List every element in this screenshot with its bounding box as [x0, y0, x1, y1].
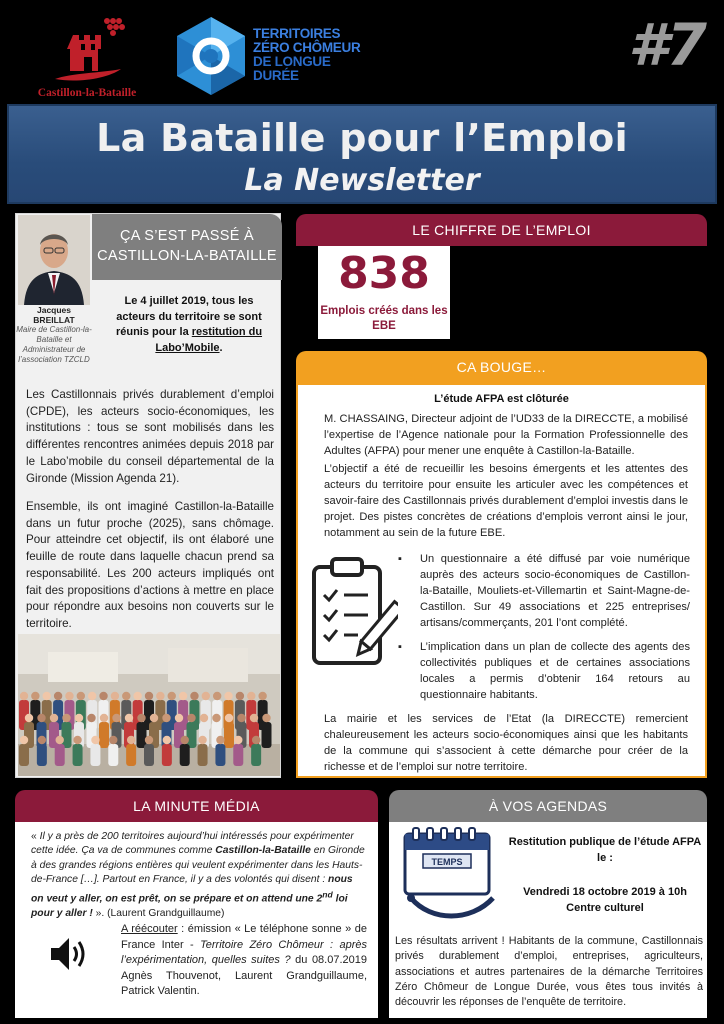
bouge-paragraph-2: L’objectif a été de recueillir les besoins émergents et les attentes des acteurs du territoire pour ensuite les articuler avec les compétences et savoir-faire des Castillonnais privés durablement d’emploi investis dans le projet. Des pistes concrètes de créations d’emplois verront ainsi le jour, notamment au sein de la future EBE.: [324, 463, 688, 539]
mayor-title: Maire de Castillon-la-Bataille et Administrateur de l’association TZCLD: [16, 325, 92, 364]
calendar-icon: [401, 826, 501, 922]
section-header-chiffre: LE CHIFFRE DE L’EMPLOI: [296, 214, 707, 246]
group-photo: [18, 634, 280, 776]
tzcld-logo-icon: [173, 15, 249, 97]
title-banner: [7, 104, 717, 204]
passe-paragraph-1: Les Castillonnais privés durablement d’emploi (CPDE), les acteurs socio-économiques, les institutions : tous se sont mobilisés dans les différentes rencontres animées depuis 2018 par le Labo’mobile du conseil départemental de la Gironde (Mission Agenda 21).: [26, 388, 274, 485]
group-photo-image: [18, 634, 280, 776]
quote-part-2: en Gironde à des grandes régions entières qui veulent expérimenter dans les Hauts-de-France […]. Partout en France, il y a des volontés qui disent :: [31, 845, 365, 885]
media-box: [15, 822, 378, 1018]
quote-bold-3: loi pour y aller !: [31, 893, 348, 919]
ca-s-est-passe-section: [15, 213, 281, 778]
tzcld-logo-text: [253, 27, 363, 83]
castle-logo-icon: [21, 13, 153, 87]
bouge-box: [296, 383, 707, 778]
listen-part-2: du 08.07.2019 Agnès Thouvenot, Laurent Grandguillaume, Patrick Valentin.: [121, 954, 367, 998]
quote-part-1: Il y a près de 200 territoires aujourd’hui intéressés pour expérimenter cette idée. Ça va de communes comme: [31, 831, 354, 857]
newsletter-subtitle: La Newsletter: [244, 163, 480, 198]
listen-italic: Territoire Zéro Chômeur : après l’expérimentation, quelles suites ?: [121, 938, 368, 967]
issue-number: #7: [628, 11, 705, 79]
mayor-portrait-image: [18, 215, 90, 305]
agenda-text: Les résultats arrivent ! Habitants de la commune, Castillonnais privés durablement d’emploi, entreprises, agriculteurs, associations et autres partenaires de la démarche Territoires Zéro Chômeur de Longue Durée, vous êtes tous invités à découvrir les réponses de l’enquête de territoire.: [395, 935, 703, 1009]
passe-intro-link: restitution du Labo’Mobile: [155, 326, 263, 354]
chiffre-label: Emplois créés dans les EBE: [320, 305, 448, 332]
section-header-media: LA MINUTE MÉDIA: [15, 790, 378, 822]
chiffre-box: [318, 246, 450, 339]
quote-bold-1: Castillon-la-Bataille: [215, 845, 311, 857]
bouge-subtitle: L’étude AFPA est clôturée: [434, 393, 569, 405]
section-header-passe: ÇA S’EST PASSÉ À CASTILLON-LA-BATAILLE: [92, 214, 282, 280]
clipboard-icon: [308, 557, 398, 669]
tzcld-line-4: DURÉE: [253, 68, 299, 83]
castillon-logo-text: Castillon-la-Bataille: [37, 87, 137, 99]
bouge-paragraph-1: M. CHASSAING, Directeur adjoint de l’UD33 de la DIRECCTE, a mobilisé l’expertise de l’Agence nationale pour la Formation Professionnelle des Adultes (AFPA) pour mener une enquête à Castillon-la-Bataille.: [324, 413, 688, 457]
castillon-logo: [21, 13, 153, 103]
agenda-date: Vendredi 18 octobre 2019 à 10h: [523, 886, 687, 898]
newsletter-title: La Bataille pour l’Emploi: [96, 116, 628, 160]
passe-paragraph-2: Ensemble, ils ont imaginé Castillon-la-Bataille dans un futur proche (2025), sans chômage. Pour atteindre cet objectif, ils ont élaboré une feuille de route dans laquelle chacun prend sa responsabilité. Les 200 acteurs impliqués ont fait des propositions d’actions à mettre en place pour répondre aux besoins non couverts sur le territoire.: [26, 500, 274, 630]
agenda-box: [389, 822, 707, 1018]
header: [7, 7, 717, 103]
mayor-name: Jacques BREILLAT: [33, 305, 75, 325]
speaker-icon: [47, 932, 91, 976]
agenda-event: Restitution publique de l’étude AFPA le :: [508, 836, 702, 864]
quote-bold-2: nous on veut y aller, on est prêt, on se prépare et on attend une 2: [31, 873, 353, 905]
media-quote: [31, 830, 365, 921]
tzcld-logo: [173, 15, 361, 97]
quote-close: ».: [92, 907, 105, 919]
listen-part-1: : émission « Le téléphone sonne » de France Inter -: [121, 923, 367, 951]
bouge-bullet-1: ▪ Un questionnaire a été diffusé par voie numérique auprès des acteurs socio-économiques de Castillon-la-Bataille, Mouliets-et-Villemartin et Saint-Magne-de-Castillon. Sur 49 associations et 225 entreprises/ artisans/commerçants, 201 l’ont complété.: [420, 551, 690, 631]
media-listen: [121, 922, 367, 1000]
tzcld-line-1: TERRITOIRES: [253, 26, 341, 41]
mayor-caption: [16, 305, 92, 365]
bouge-bullet-2: ▪ L’implication dans un plan de collecte des agents des collectivités publiques et de certaines associations locales a permis d’obtenir 164 retours au questionnaire habitants.: [420, 639, 690, 703]
tzcld-line-3: DE LONGUE: [253, 54, 331, 69]
section-header-agenda: À VOS AGENDAS: [389, 790, 707, 822]
mayor-photo: [18, 215, 90, 305]
bouge-paragraph-3: La mairie et les services de l’Etat (la DIRECCTE) remercient chaleureusement les acteurs socio-économiques ainsi que les habitants de la commune qui s’associent à cette démarche pour créer de la richesse et de l’emploi sur notre territoire.: [324, 713, 688, 773]
calendar-label: TEMPS: [431, 857, 463, 867]
chiffre-number: 838: [338, 248, 430, 299]
listen-label[interactable]: A réécouter: [121, 923, 178, 935]
quote-sup: nd: [322, 889, 333, 900]
section-header-bouge: CA BOUGE…: [296, 351, 707, 383]
passe-intro-text: Le 4 juillet 2019, tous les acteurs du territoire se sont réunis pour la: [115, 295, 262, 338]
quote-open: «: [31, 831, 40, 842]
quote-author: (Laurent Grandguillaume): [107, 907, 225, 919]
tzcld-line-2: ZÉRO CHÔMEUR: [253, 40, 361, 55]
passe-intro: [108, 294, 270, 356]
agenda-place: Centre culturel: [566, 902, 644, 914]
agenda-when: [507, 884, 703, 916]
passe-intro-end: .: [219, 341, 223, 354]
